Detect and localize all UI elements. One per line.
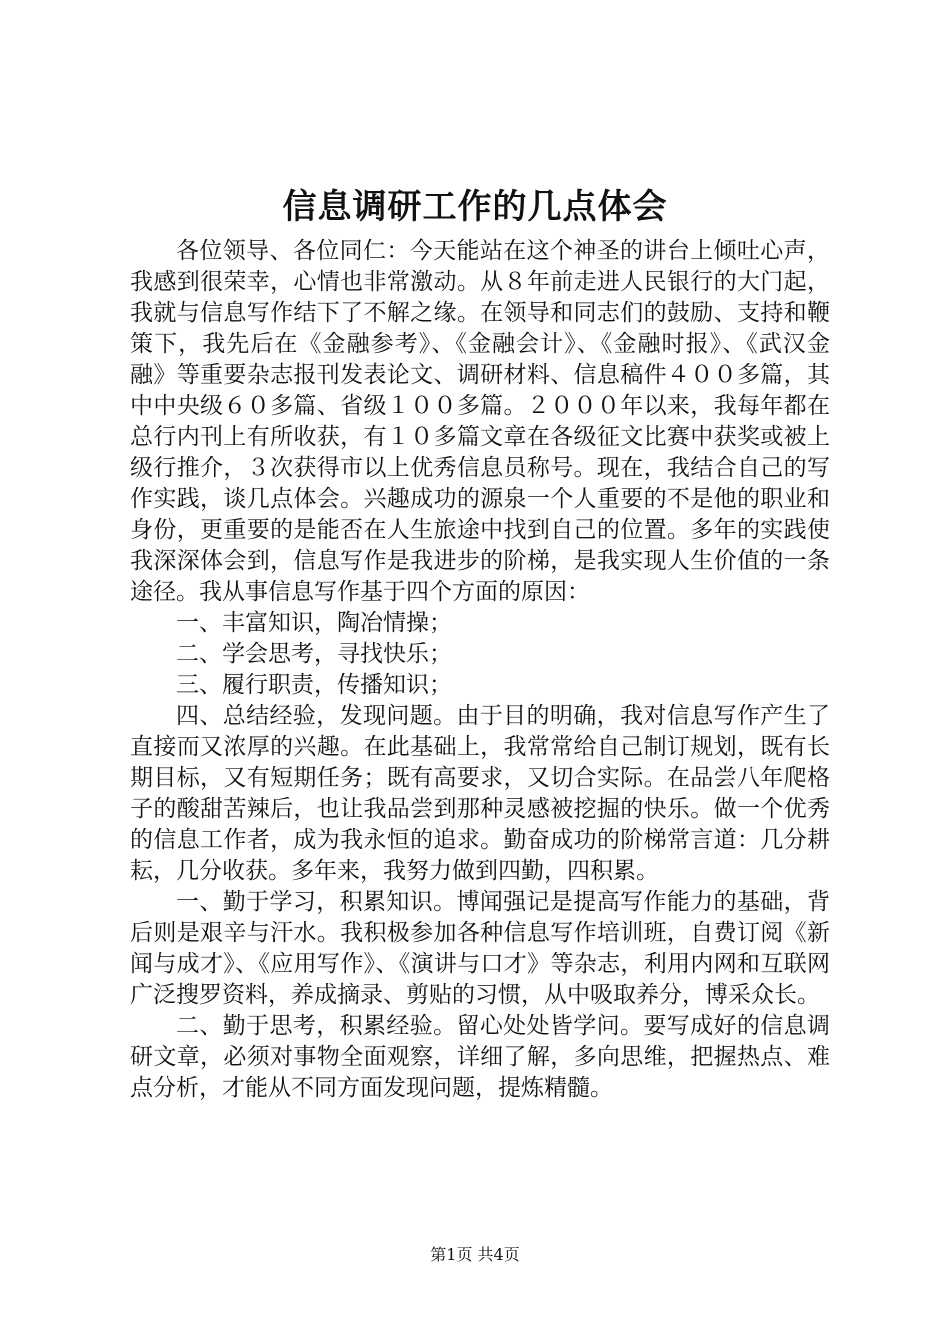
paragraph-intro: 各位领导、各位同仁：今天能站在这个神圣的讲台上倾吐心声，我感到很荣幸，心情也非常激动。从８年前走进人民银行的大门起，我就与信息写作结下了不解之缘。在领导和同志们的鼓励、支持和鞭策下，我先后在《金融参考》、《金融会计》、《金融时报》、《武汉金融》等重要杂志报刊发表论文、调研材料、信息稿件４００多篇，其中中央级６０多篇、省级１００多篇。２０００年以来，我每年都在总行内刊上有所收获，有１０多篇文章在各级征文比赛中获奖或被上级行推介，３次获得市以上优秀信息员称号。现在，我结合自己的写作实践，谈几点体会。兴趣成功的源泉一个人重要的不是他的职业和身份，更重要的是能否在人生旅途中找到自己的位置。多年的实践使我深深体会到，信息写作是我进步的阶梯，是我实现人生价值的一条途径。我从事信息写作基于四个方面的原因： <box>130 238 830 605</box>
page-footer <box>0 1243 950 1267</box>
paragraph-diligence-1: 一、勤于学习，积累知识。博闻强记是提高写作能力的基础，背后则是艰辛与汗水。我积极参加各种信息写作培训班，自费订阅《新闻与成才》、《应用写作》、《演讲与口才》等杂志，利用内网和互联网广泛搜罗资料，养成摘录、剪贴的习惯，从中吸取养分，博采众长。 <box>130 889 830 1008</box>
page-number: 第1页 <box>430 1245 473 1264</box>
paragraph-reason-4: 四、总结经验，发现问题。由于目的明确，我对信息写作产生了直接而又浓厚的兴趣。在此基础上，我常常给自己制订规划，既有长期目标，又有短期任务；既有高要求，又切合实际。在品尝八年爬格子的酸甜苦辣后，也让我品尝到那种灵感被挖掘的快乐。做一个优秀的信息工作者，成为我永恒的追求。勤奋成功的阶梯常言道：几分耕耘，几分收获。多年来，我努力做到四勤，四积累。 <box>130 703 830 884</box>
paragraph-diligence-2: 二、勤于思考，积累经验。留心处处皆学问。要写成好的信息调研文章，必须对事物全面观察，详细了解，多向思维，把握热点、难点分析，才能从不同方面发现问题，提炼精髓。 <box>130 1013 830 1101</box>
page-total: 共4页 <box>477 1245 520 1264</box>
document-body <box>130 236 830 1104</box>
paragraph-reason-3: 三、履行职责，传播知识； <box>176 672 452 698</box>
document-title: 信息调研工作的几点体会 <box>282 187 668 227</box>
paragraph-reason-2: 二、学会思考，寻找快乐； <box>176 641 452 667</box>
paragraph-reason-1: 一、丰富知识，陶冶情操； <box>176 610 452 636</box>
